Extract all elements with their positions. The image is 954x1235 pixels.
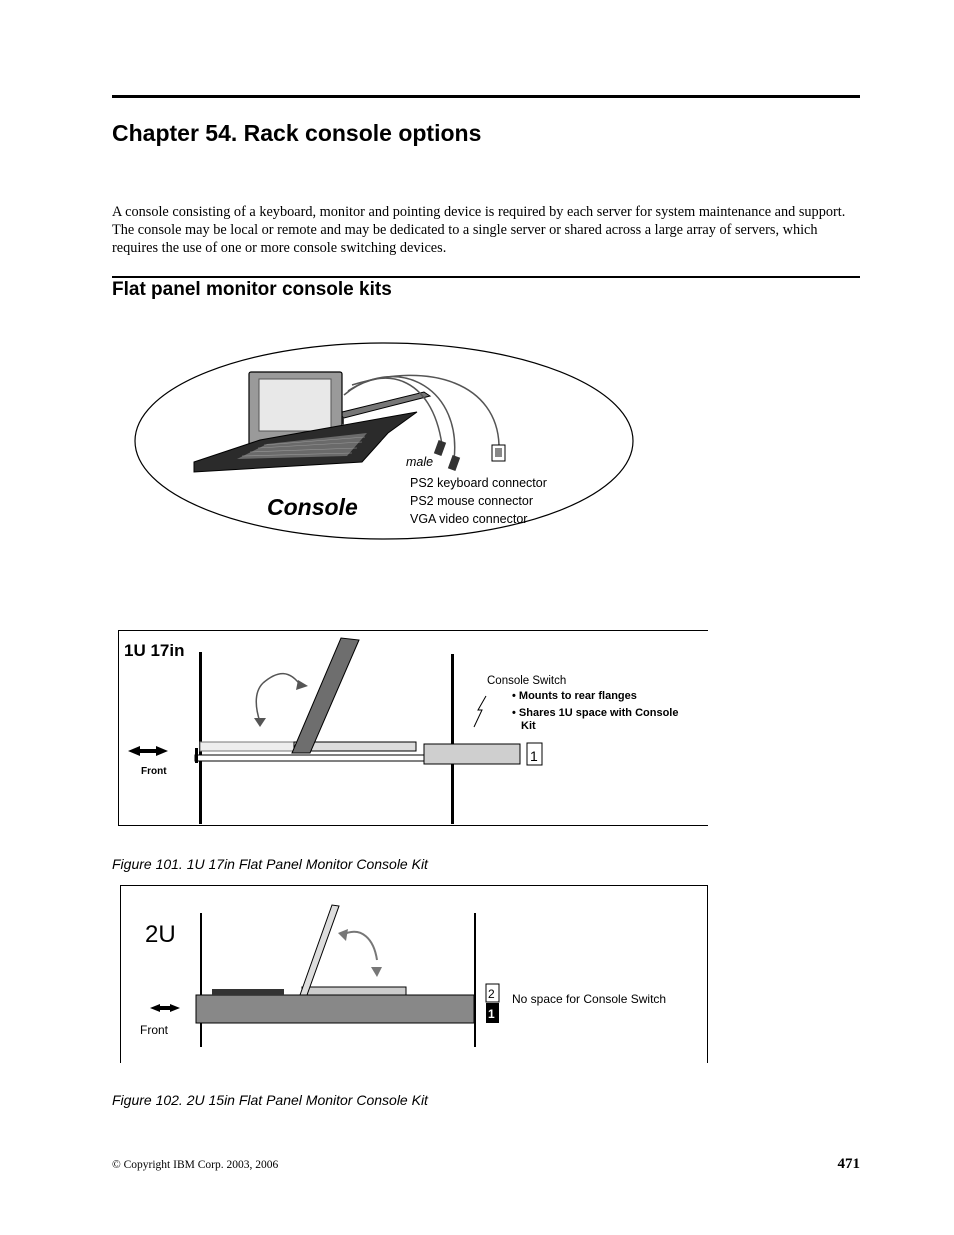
figure-101-bullet-1: • Mounts to rear flanges [512,690,637,702]
figure-101-switch-title: Console Switch [487,675,567,687]
connector-video: VGA video connector [410,512,528,526]
figure-101-bullet-2: • Shares 1U space with Console [512,707,679,719]
connector-mouse: PS2 mouse connector [410,494,533,508]
figure-101-diagram [118,630,710,827]
figure-102-note: No space for Console Switch [512,992,667,1006]
figure-102-label: 2U [145,921,176,948]
figure-101-bullet-3: Kit [521,720,536,732]
figure-102-caption: Figure 102. 2U 15in Flat Panel Monitor Console Kit [112,1092,428,1108]
console-figure [112,335,642,575]
figure-102-unit-bottom: 1 [488,1007,495,1021]
chapter-top-rule [112,95,860,98]
page-number: 471 [837,1156,860,1172]
section-title: Flat panel monitor console kits [112,279,392,300]
console-title: Console [267,494,358,520]
intro-paragraph: A console consisting of a keyboard, monitor and pointing device is required by each server for system maintenance and support. The console may be local or remote and may be dedicated to a single server or shared across a large array of servers, which requires the use of one or more console switching devices. [112,204,846,256]
figure-102-diagram [120,885,710,1065]
figure-102-unit-top: 2 [488,987,495,1001]
figure-101-unit-number: 1 [530,748,538,764]
male-label: male [406,455,434,469]
chapter-title: Chapter 54. Rack console options [112,120,482,146]
figure-101-label: 1U 17in [124,641,185,660]
copyright-notice: © Copyright IBM Corp. 2003, 2006 [112,1159,279,1171]
figure-102-front-label: Front [140,1023,169,1037]
connector-keyboard: PS2 keyboard connector [410,476,547,490]
figure-101-caption: Figure 101. 1U 17in Flat Panel Monitor Console Kit [112,856,428,872]
figure-101-front-label: Front [141,766,167,777]
